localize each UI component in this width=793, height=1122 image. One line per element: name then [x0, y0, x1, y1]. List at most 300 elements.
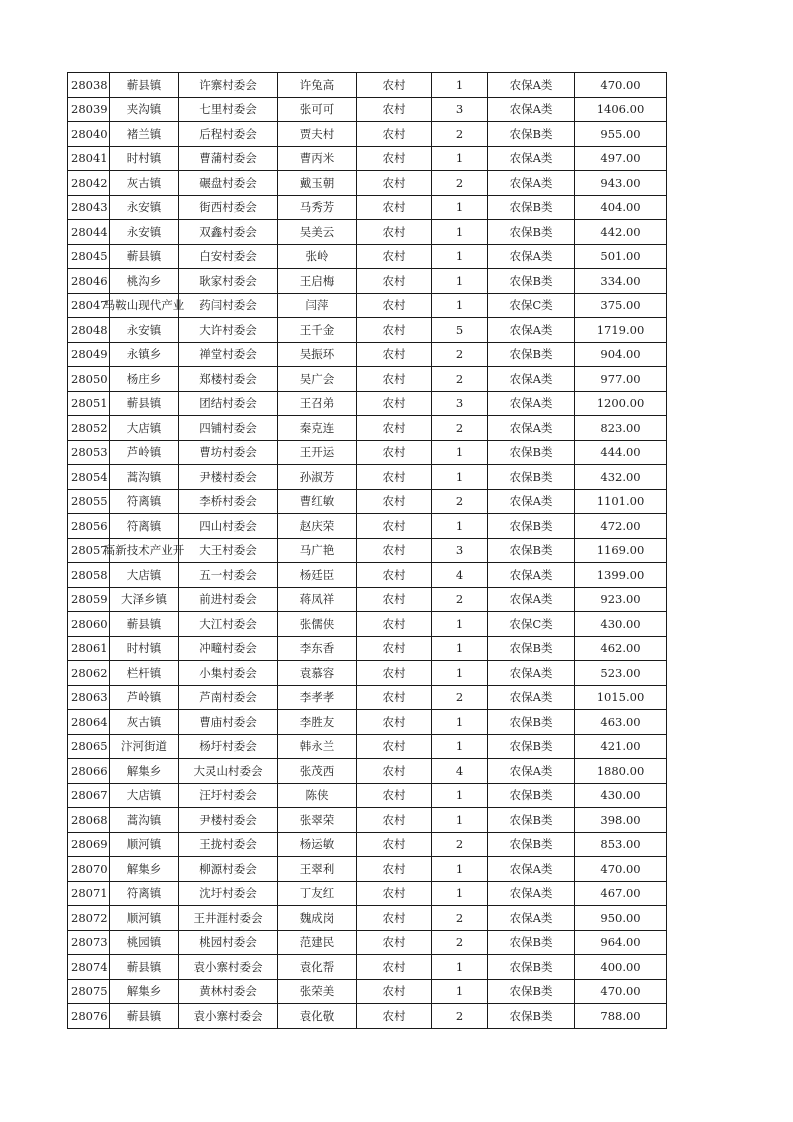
- insurance-category-cell: 农保A类: [488, 244, 575, 269]
- town-cell: [110, 587, 179, 612]
- village-committee-cell: 后程村委会: [179, 122, 278, 147]
- member-count-cell: 2: [432, 342, 488, 367]
- town-text: 符离镇: [126, 518, 162, 533]
- amount-cell: 463.00: [575, 710, 667, 735]
- person-name-cell: 马广艳: [278, 538, 357, 563]
- person-name-cell: 曹红敏: [278, 489, 357, 514]
- insurance-category-cell: 农保B类: [488, 538, 575, 563]
- insurance-category-cell: 农保A类: [488, 881, 575, 906]
- table-row: [68, 587, 667, 612]
- household-type-cell: 农村: [357, 832, 432, 857]
- person-name-cell: 吴广会: [278, 367, 357, 392]
- member-count-cell: 2: [432, 587, 488, 612]
- record-id-cell: 28038: [68, 73, 110, 98]
- table-row: [68, 685, 667, 710]
- town-cell: [103, 538, 185, 563]
- record-id-cell: 28071: [68, 881, 110, 906]
- insurance-category-cell: 农保B类: [488, 122, 575, 147]
- amount-cell: 1406.00: [575, 97, 667, 122]
- member-count-cell: 1: [432, 514, 488, 539]
- town-cell: [110, 489, 179, 514]
- insurance-category-cell: 农保A类: [488, 391, 575, 416]
- village-committee-cell: 芦南村委会: [179, 685, 278, 710]
- person-name-cell: 张可可: [278, 97, 357, 122]
- record-id-cell: 28068: [68, 808, 110, 833]
- household-type-cell: 农村: [357, 171, 432, 196]
- record-id-cell: 28058: [68, 563, 110, 588]
- person-name-cell: 王启梅: [278, 269, 357, 294]
- town-text: 芦岭镇: [126, 445, 162, 460]
- town-cell: [110, 269, 179, 294]
- record-id-cell: 28063: [68, 685, 110, 710]
- table-row: [68, 318, 667, 343]
- table-row: [68, 955, 667, 980]
- town-text: 汴河街道: [121, 739, 167, 754]
- member-count-cell: 2: [432, 367, 488, 392]
- person-name-cell: 许兔高: [278, 73, 357, 98]
- town-text: 解集乡: [126, 984, 162, 999]
- member-count-cell: 1: [432, 269, 488, 294]
- village-committee-cell: 柳源村委会: [179, 857, 278, 882]
- amount-cell: 462.00: [575, 636, 667, 661]
- amount-cell: 1399.00: [575, 563, 667, 588]
- town-text: 时村镇: [126, 151, 162, 166]
- member-count-cell: 2: [432, 416, 488, 441]
- insurance-category-cell: 农保B类: [488, 930, 575, 955]
- insurance-category-cell: 农保B类: [488, 465, 575, 490]
- table-row: [68, 514, 667, 539]
- amount-cell: 950.00: [575, 906, 667, 931]
- amount-cell: 430.00: [575, 783, 667, 808]
- insurance-category-cell: 农保B类: [488, 269, 575, 294]
- town-text: 芦岭镇: [126, 690, 162, 705]
- amount-cell: 1169.00: [575, 538, 667, 563]
- person-name-cell: 袁化帮: [278, 955, 357, 980]
- amount-cell: 1101.00: [575, 489, 667, 514]
- amount-cell: 1719.00: [575, 318, 667, 343]
- insurance-category-cell: 农保A类: [488, 661, 575, 686]
- household-type-cell: 农村: [357, 783, 432, 808]
- member-count-cell: 5: [432, 318, 488, 343]
- member-count-cell: 1: [432, 612, 488, 637]
- household-type-cell: 农村: [357, 930, 432, 955]
- person-name-cell: 李胜友: [278, 710, 357, 735]
- member-count-cell: 1: [432, 465, 488, 490]
- person-name-cell: 范建民: [278, 930, 357, 955]
- household-type-cell: 农村: [357, 759, 432, 784]
- person-name-cell: 张荣美: [278, 979, 357, 1004]
- household-type-cell: 农村: [357, 906, 432, 931]
- member-count-cell: 1: [432, 783, 488, 808]
- amount-cell: 375.00: [575, 293, 667, 318]
- insurance-category-cell: 农保B类: [488, 195, 575, 220]
- table-row: [68, 489, 667, 514]
- table-row: [68, 269, 667, 294]
- household-type-cell: 农村: [357, 661, 432, 686]
- household-type-cell: 农村: [357, 342, 432, 367]
- town-text: 大泽乡镇: [121, 592, 167, 607]
- village-committee-cell: 汪圩村委会: [179, 783, 278, 808]
- village-committee-cell: 双鑫村委会: [179, 220, 278, 245]
- insurance-category-cell: 农保A类: [488, 587, 575, 612]
- insurance-category-cell: 农保B类: [488, 440, 575, 465]
- insurance-category-cell: 农保B类: [488, 636, 575, 661]
- member-count-cell: 2: [432, 171, 488, 196]
- record-id-cell: 28040: [68, 122, 110, 147]
- village-committee-cell: 小集村委会: [179, 661, 278, 686]
- town-cell: [110, 759, 179, 784]
- table-row: [68, 195, 667, 220]
- member-count-cell: 1: [432, 710, 488, 735]
- town-cell: [110, 220, 179, 245]
- household-type-cell: 农村: [357, 685, 432, 710]
- person-name-cell: 秦克连: [278, 416, 357, 441]
- town-cell: [110, 636, 179, 661]
- member-count-cell: 3: [432, 538, 488, 563]
- town-cell: [110, 979, 179, 1004]
- town-cell: [110, 685, 179, 710]
- amount-cell: 470.00: [575, 857, 667, 882]
- member-count-cell: 1: [432, 293, 488, 318]
- person-name-cell: 李东香: [278, 636, 357, 661]
- record-id-cell: 28070: [68, 857, 110, 882]
- person-name-cell: 王翠利: [278, 857, 357, 882]
- insurance-category-cell: 农保B类: [488, 514, 575, 539]
- table-row: [68, 293, 667, 318]
- household-type-cell: 农村: [357, 881, 432, 906]
- village-committee-cell: 曹蒲村委会: [179, 146, 278, 171]
- person-name-cell: 曹丙米: [278, 146, 357, 171]
- record-id-cell: 28050: [68, 367, 110, 392]
- table-row: [68, 710, 667, 735]
- insurance-category-cell: 农保B类: [488, 832, 575, 857]
- town-cell: [110, 146, 179, 171]
- household-type-cell: 农村: [357, 220, 432, 245]
- town-cell: [110, 734, 179, 759]
- household-type-cell: 农村: [357, 734, 432, 759]
- person-name-cell: 张岭: [278, 244, 357, 269]
- town-cell: [110, 342, 179, 367]
- record-id-cell: 28039: [68, 97, 110, 122]
- person-name-cell: 蒋凤祥: [278, 587, 357, 612]
- table-row: [68, 367, 667, 392]
- table-row: [68, 416, 667, 441]
- record-id-cell: 28055: [68, 489, 110, 514]
- household-type-cell: 农村: [357, 538, 432, 563]
- person-name-cell: 王千金: [278, 318, 357, 343]
- household-type-cell: 农村: [357, 514, 432, 539]
- member-count-cell: 1: [432, 661, 488, 686]
- table-row: [68, 979, 667, 1004]
- amount-cell: 923.00: [575, 587, 667, 612]
- village-committee-cell: 黄林村委会: [179, 979, 278, 1004]
- town-text: 蕲县镇: [126, 77, 162, 92]
- amount-cell: 788.00: [575, 1004, 667, 1029]
- member-count-cell: 3: [432, 391, 488, 416]
- table-row: [68, 73, 667, 98]
- table-row: [68, 1004, 667, 1029]
- amount-cell: 421.00: [575, 734, 667, 759]
- insurance-category-cell: 农保B类: [488, 342, 575, 367]
- town-text: 解集乡: [126, 763, 162, 778]
- town-cell: [110, 318, 179, 343]
- member-count-cell: 2: [432, 685, 488, 710]
- household-type-cell: 农村: [357, 269, 432, 294]
- person-name-cell: 王召弟: [278, 391, 357, 416]
- person-name-cell: 戴玉朝: [278, 171, 357, 196]
- record-id-cell: 28051: [68, 391, 110, 416]
- table-row: [68, 930, 667, 955]
- town-cell: [110, 122, 179, 147]
- member-count-cell: 3: [432, 97, 488, 122]
- person-name-cell: 张翠荣: [278, 808, 357, 833]
- insurance-category-cell: 农保B类: [488, 220, 575, 245]
- insurance-category-cell: 农保B类: [488, 783, 575, 808]
- town-text: 蒿沟镇: [126, 812, 162, 827]
- record-id-cell: 28059: [68, 587, 110, 612]
- town-text: 蕲县镇: [126, 396, 162, 411]
- village-committee-cell: 大江村委会: [179, 612, 278, 637]
- record-id-cell: 28049: [68, 342, 110, 367]
- person-name-cell: 李孝孝: [278, 685, 357, 710]
- village-committee-cell: 冲疃村委会: [179, 636, 278, 661]
- town-text: 夹沟镇: [126, 102, 162, 117]
- town-text: 时村镇: [126, 641, 162, 656]
- town-text: 永安镇: [126, 322, 162, 337]
- person-name-cell: 赵庆荣: [278, 514, 357, 539]
- person-name-cell: 韩永兰: [278, 734, 357, 759]
- household-type-cell: 农村: [357, 979, 432, 1004]
- town-text: 桃沟乡: [126, 273, 162, 288]
- member-count-cell: 1: [432, 857, 488, 882]
- household-type-cell: 农村: [357, 97, 432, 122]
- amount-cell: 470.00: [575, 73, 667, 98]
- table-row: [68, 171, 667, 196]
- person-name-cell: 杨廷臣: [278, 563, 357, 588]
- household-type-cell: 农村: [357, 416, 432, 441]
- insurance-category-cell: 农保A类: [488, 906, 575, 931]
- member-count-cell: 1: [432, 808, 488, 833]
- town-text: 蒿沟镇: [126, 469, 162, 484]
- member-count-cell: 2: [432, 122, 488, 147]
- person-name-cell: 袁化敬: [278, 1004, 357, 1029]
- person-name-cell: 丁友红: [278, 881, 357, 906]
- record-id-cell: 28053: [68, 440, 110, 465]
- village-committee-cell: 尹楼村委会: [179, 808, 278, 833]
- village-committee-cell: 曹坊村委会: [179, 440, 278, 465]
- member-count-cell: 2: [432, 930, 488, 955]
- amount-cell: 442.00: [575, 220, 667, 245]
- record-id-cell: 28065: [68, 734, 110, 759]
- insurance-category-cell: 农保B类: [488, 1004, 575, 1029]
- member-count-cell: 1: [432, 195, 488, 220]
- household-type-cell: 农村: [357, 489, 432, 514]
- town-cell: [110, 97, 179, 122]
- village-committee-cell: 七里村委会: [179, 97, 278, 122]
- insurance-category-cell: 农保A类: [488, 563, 575, 588]
- town-cell: [110, 710, 179, 735]
- record-id-cell: 28066: [68, 759, 110, 784]
- insurance-category-cell: 农保A类: [488, 318, 575, 343]
- household-type-cell: 农村: [357, 195, 432, 220]
- person-name-cell: 马秀芳: [278, 195, 357, 220]
- household-type-cell: 农村: [357, 391, 432, 416]
- town-text: 大店镇: [126, 567, 162, 582]
- record-id-cell: 28048: [68, 318, 110, 343]
- town-cell: [110, 783, 179, 808]
- household-type-cell: 农村: [357, 587, 432, 612]
- amount-cell: 430.00: [575, 612, 667, 637]
- insurance-category-cell: 农保B类: [488, 955, 575, 980]
- insurance-category-cell: 农保B类: [488, 710, 575, 735]
- household-type-cell: 农村: [357, 122, 432, 147]
- town-text: 桃园镇: [126, 935, 162, 950]
- record-id-cell: 28052: [68, 416, 110, 441]
- village-committee-cell: 白安村委会: [179, 244, 278, 269]
- amount-cell: 400.00: [575, 955, 667, 980]
- member-count-cell: 2: [432, 832, 488, 857]
- record-id-cell: 28072: [68, 906, 110, 931]
- town-cell: [110, 1004, 179, 1029]
- town-text: 大店镇: [126, 420, 162, 435]
- amount-cell: 955.00: [575, 122, 667, 147]
- table-row: [68, 734, 667, 759]
- village-committee-cell: 大许村委会: [179, 318, 278, 343]
- table-row: [68, 857, 667, 882]
- amount-cell: 964.00: [575, 930, 667, 955]
- member-count-cell: 2: [432, 1004, 488, 1029]
- village-committee-cell: 郑楼村委会: [179, 367, 278, 392]
- record-id-cell: 28047: [68, 293, 110, 318]
- household-type-cell: 农村: [357, 146, 432, 171]
- village-committee-cell: 桃园村委会: [179, 930, 278, 955]
- member-count-cell: 1: [432, 955, 488, 980]
- household-type-cell: 农村: [357, 955, 432, 980]
- village-committee-cell: 药闫村委会: [179, 293, 278, 318]
- member-count-cell: 1: [432, 440, 488, 465]
- table-row: [68, 391, 667, 416]
- insurance-category-cell: 农保C类: [488, 612, 575, 637]
- person-name-cell: 吴美云: [278, 220, 357, 245]
- record-id-cell: 28069: [68, 832, 110, 857]
- household-type-cell: 农村: [357, 1004, 432, 1029]
- table-row: [68, 146, 667, 171]
- person-name-cell: 魏成岗: [278, 906, 357, 931]
- insurance-category-cell: 农保A类: [488, 73, 575, 98]
- person-name-cell: 吴振环: [278, 342, 357, 367]
- town-cell: [110, 906, 179, 931]
- insurance-category-cell: 农保B类: [488, 734, 575, 759]
- person-name-cell: 杨运敏: [278, 832, 357, 857]
- town-cell: [110, 367, 179, 392]
- insurance-category-cell: 农保B类: [488, 979, 575, 1004]
- member-count-cell: 1: [432, 73, 488, 98]
- town-text: 马鞍山现代产业: [103, 298, 185, 313]
- town-text: 蕲县镇: [126, 616, 162, 631]
- table-row: [68, 440, 667, 465]
- table-row: [68, 244, 667, 269]
- table-row: [68, 636, 667, 661]
- record-id-cell: 28061: [68, 636, 110, 661]
- insurance-category-cell: 农保A类: [488, 171, 575, 196]
- record-id-cell: 28046: [68, 269, 110, 294]
- amount-cell: 432.00: [575, 465, 667, 490]
- town-text: 栏杆镇: [126, 665, 162, 680]
- town-text: 顺河镇: [126, 910, 162, 925]
- town-text: 解集乡: [126, 861, 162, 876]
- village-committee-cell: 耿家村委会: [179, 269, 278, 294]
- insurance-category-cell: 农保A类: [488, 367, 575, 392]
- amount-cell: 404.00: [575, 195, 667, 220]
- household-type-cell: 农村: [357, 440, 432, 465]
- member-count-cell: 1: [432, 244, 488, 269]
- household-type-cell: 农村: [357, 318, 432, 343]
- town-cell: [110, 563, 179, 588]
- town-text: 灰古镇: [126, 175, 162, 190]
- amount-cell: 977.00: [575, 367, 667, 392]
- amount-cell: 1880.00: [575, 759, 667, 784]
- person-name-cell: 王开运: [278, 440, 357, 465]
- table-row: [68, 538, 667, 563]
- village-committee-cell: 王拢村委会: [179, 832, 278, 857]
- record-id-cell: 28057: [68, 538, 110, 563]
- record-id-cell: 28044: [68, 220, 110, 245]
- town-text: 褚兰镇: [126, 126, 162, 141]
- insurance-category-cell: 农保A类: [488, 489, 575, 514]
- household-type-cell: 农村: [357, 293, 432, 318]
- village-committee-cell: 李桥村委会: [179, 489, 278, 514]
- person-name-cell: 袁慕容: [278, 661, 357, 686]
- table-row: [68, 122, 667, 147]
- household-type-cell: 农村: [357, 563, 432, 588]
- village-committee-cell: 前进村委会: [179, 587, 278, 612]
- village-committee-cell: 大王村委会: [179, 538, 278, 563]
- table-row: [68, 832, 667, 857]
- member-count-cell: 4: [432, 759, 488, 784]
- record-id-cell: 28075: [68, 979, 110, 1004]
- table-row: [68, 808, 667, 833]
- table-row: [68, 661, 667, 686]
- town-cell: [103, 293, 185, 318]
- town-cell: [110, 514, 179, 539]
- table-row: [68, 906, 667, 931]
- table-row: [68, 220, 667, 245]
- village-committee-cell: 大灵山村委会: [179, 759, 278, 784]
- household-type-cell: 农村: [357, 612, 432, 637]
- town-cell: [110, 832, 179, 857]
- town-cell: [110, 612, 179, 637]
- table-row: [68, 465, 667, 490]
- record-id-cell: 28067: [68, 783, 110, 808]
- town-text: 蕲县镇: [126, 959, 162, 974]
- town-cell: [110, 440, 179, 465]
- record-id-cell: 28076: [68, 1004, 110, 1029]
- amount-cell: 853.00: [575, 832, 667, 857]
- member-count-cell: 1: [432, 636, 488, 661]
- village-committee-cell: 街西村委会: [179, 195, 278, 220]
- amount-cell: 470.00: [575, 979, 667, 1004]
- amount-cell: 334.00: [575, 269, 667, 294]
- household-type-cell: 农村: [357, 710, 432, 735]
- record-id-cell: 28042: [68, 171, 110, 196]
- village-committee-cell: 许寨村委会: [179, 73, 278, 98]
- town-cell: [110, 857, 179, 882]
- village-committee-cell: 袁小寨村委会: [179, 1004, 278, 1029]
- amount-cell: 501.00: [575, 244, 667, 269]
- table-row: [68, 612, 667, 637]
- person-name-cell: 陈侠: [278, 783, 357, 808]
- household-type-cell: 农村: [357, 857, 432, 882]
